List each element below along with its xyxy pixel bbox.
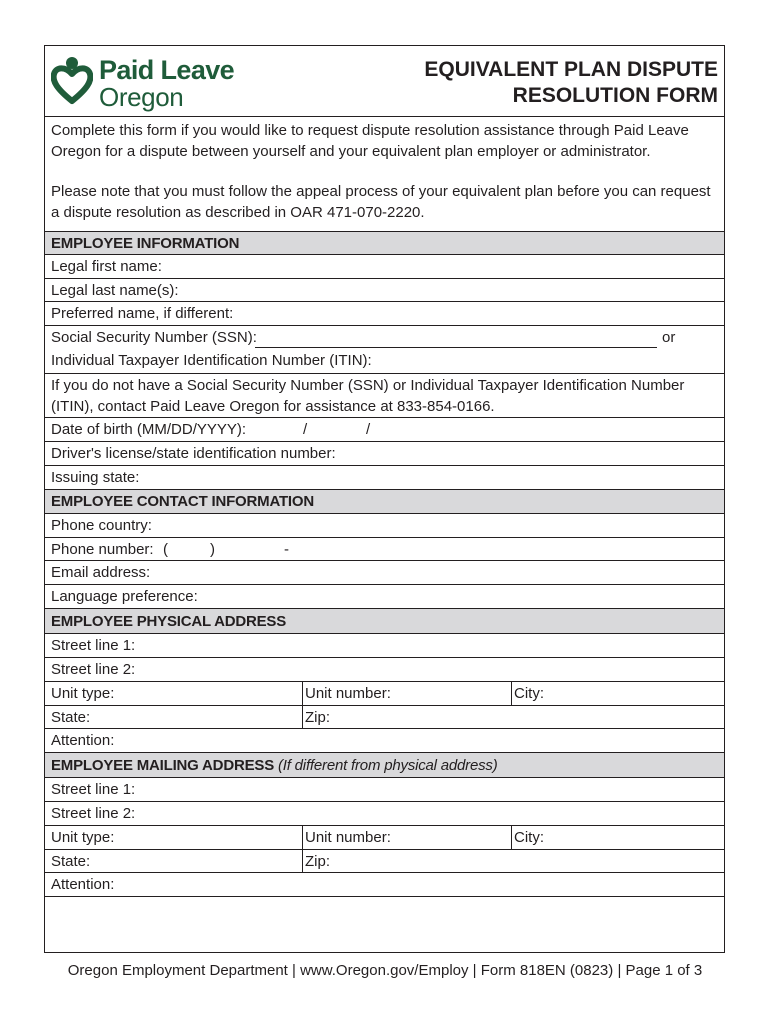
phone-dash: - [284,541,289,558]
mailing-state-row [45,850,724,873]
section-heading: EMPLOYEE PHYSICAL ADDRESS [51,613,287,630]
field-label: Driver's license/state identification number: [51,445,336,462]
logo-text-oregon: Oregon [99,82,184,112]
ssn-underline[interactable] [255,347,657,348]
physical-city-cell[interactable] [511,682,544,705]
field-legal-last-name[interactable] [45,279,724,302]
dob-separator: / [366,421,371,438]
field-label: Email address: [51,564,151,581]
field-label: Phone country: [51,517,152,534]
field-phone-number[interactable] [45,538,724,561]
no-ssn-note-text: If you do not have a Social Security Number (SSN) or Individual Taxpayer Identification Number (ITIN), contact Paid Leave Oregon for assistance at 833-854-0166. [51,377,685,415]
physical-unit-number-cell[interactable] [302,682,391,705]
field-label: Attention: [51,732,115,749]
field-label: Unit number: [305,829,391,846]
section-heading [51,757,498,774]
dob-separator: / [303,421,308,438]
field-email-address[interactable] [45,561,724,585]
phone-paren-close: ) [210,541,215,558]
section-heading: EMPLOYEE CONTACT INFORMATION [51,493,315,510]
form-title-line2: RESOLUTION FORM [512,84,718,107]
physical-zip-cell[interactable] [302,706,331,728]
field-label: Legal first name: [51,258,162,275]
mailing-state-label[interactable]: State: [51,853,91,870]
mailing-unit-number-cell[interactable] [302,826,391,849]
section-employee-physical-address [45,608,724,634]
field-label: Street line 2: [51,805,136,822]
field-label: City: [514,829,544,846]
field-label: Date of birth (MM/DD/YYYY): [51,421,247,438]
form-title-line1: EQUIVALENT PLAN DISPUTE [424,58,718,81]
physical-state-row [45,706,724,729]
field-label: Street line 2: [51,661,136,678]
ssn-or-label: or [662,329,676,346]
field-legal-first-name[interactable] [45,255,724,279]
field-label: Preferred name, if different: [51,305,234,322]
field-phone-country[interactable] [45,514,724,538]
field-label: Phone number: [51,541,154,558]
heart-person-icon [51,55,93,105]
ssn-label: Social Security Number (SSN): [51,329,257,346]
section-heading: EMPLOYEE INFORMATION [51,235,240,252]
physical-state-label[interactable]: State: [51,709,91,726]
phone-paren-open: ( [163,541,168,558]
intro-paragraph-2: Please note that you must follow the appeal process of your equivalent plan before you can request a dispute resolution as described in OAR 471-070-2220. [51,183,711,221]
section-employee-information [45,231,724,255]
mailing-zip-cell[interactable] [302,850,331,872]
field-preferred-name[interactable] [45,302,724,326]
field-physical-street-line-2[interactable] [45,658,724,682]
no-ssn-note [45,374,724,418]
field-label: Unit number: [305,685,391,702]
field-label: City: [514,685,544,702]
field-date-of-birth[interactable] [45,418,724,442]
form-frame [44,45,725,953]
mailing-heading-note: (If different from physical address) [277,757,498,774]
field-label: Language preference: [51,588,198,605]
field-drivers-license[interactable] [45,442,724,466]
field-physical-street-line-1[interactable] [45,634,724,658]
intro-text [51,121,719,243]
mailing-heading-text: EMPLOYEE MAILING ADDRESS [51,757,274,774]
logo-text-paid-leave: Paid Leave [99,55,235,85]
mailing-unit-type-label[interactable]: Unit type: [51,829,115,846]
field-mailing-street-line-2[interactable] [45,802,724,826]
itin-label: Individual Taxpayer Identification Number (ITIN): [51,352,372,369]
mailing-unit-row [45,826,724,850]
field-language-preference[interactable] [45,585,724,609]
field-ssn-itin[interactable] [45,326,724,374]
section-employee-mailing-address [45,752,724,778]
physical-unit-type-label[interactable]: Unit type: [51,685,115,702]
field-label: Issuing state: [51,469,140,486]
field-physical-attention[interactable] [45,729,724,753]
field-label: Zip: [305,853,331,870]
field-issuing-state[interactable] [45,466,724,490]
field-label: Legal last name(s): [51,282,179,299]
intro-paragraph-1: Complete this form if you would like to request dispute resolution assistance through Paid Leave Oregon for a dispute between yourself and your equivalent plan employer or administrator. [51,122,689,160]
field-mailing-street-line-1[interactable] [45,778,724,802]
mailing-city-cell[interactable] [511,826,544,849]
field-label: Zip: [305,709,331,726]
field-label: Street line 1: [51,781,136,798]
physical-unit-row [45,682,724,706]
paid-leave-oregon-logo [51,53,241,111]
page-footer: Oregon Employment Department | www.Oregon.gov/Employ | Form 818EN (0823) | Page 1 of 3 [67,962,703,979]
form-header [45,46,724,117]
field-mailing-attention[interactable] [45,873,724,897]
field-label: Street line 1: [51,637,136,654]
form-title [424,57,718,109]
section-employee-contact-information [45,489,724,514]
field-label: Attention: [51,876,115,893]
